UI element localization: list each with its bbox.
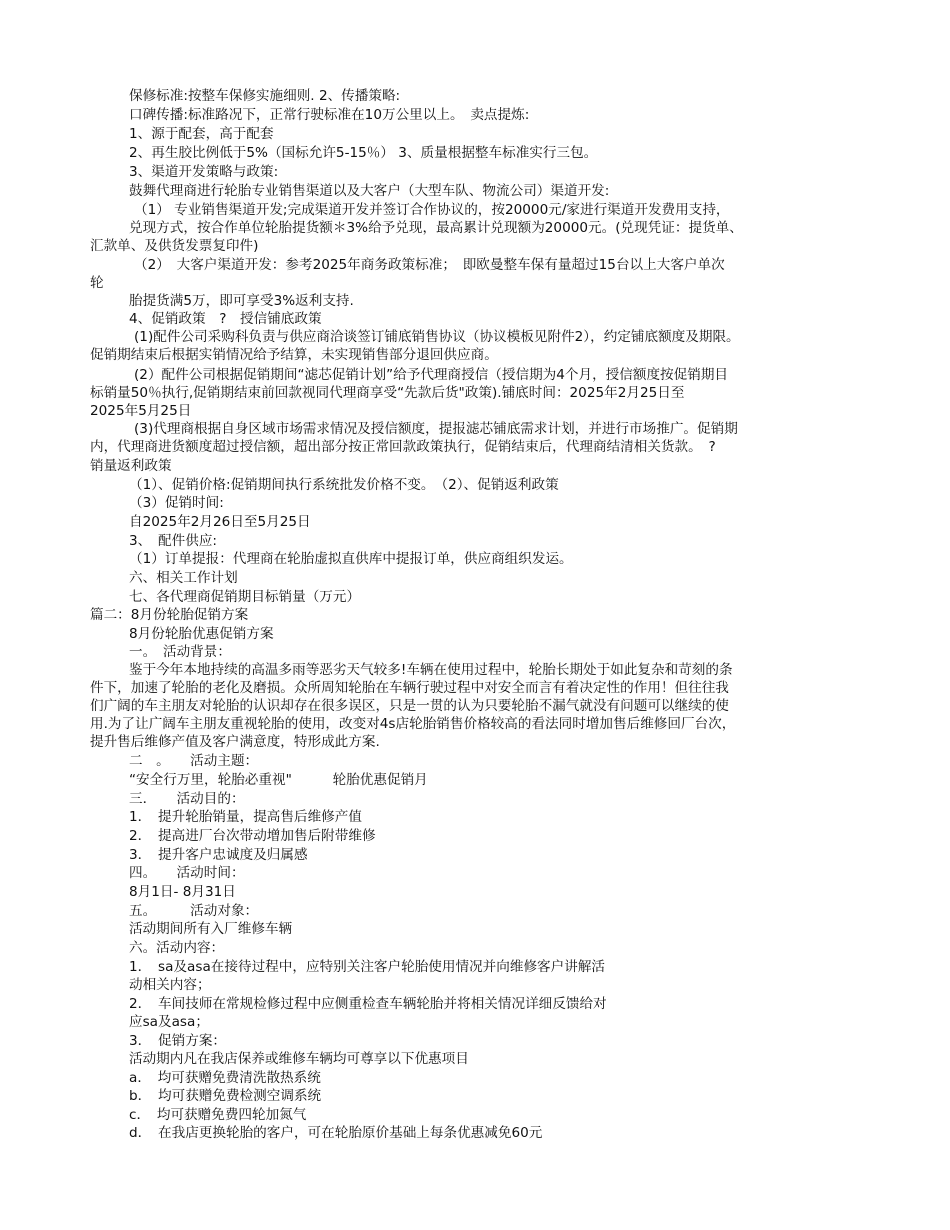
text-line: 1． 提升轮胎销量，提高售后维修产值 [129,809,362,825]
text-line: 动相关内容； [129,977,211,993]
text-line: 3． 促销方案： [129,1033,227,1049]
text-line: 2． 提高进厂台次带动增加售后附带维修 [129,828,376,844]
text-line: 3、渠道开发策略与政策: [129,164,279,180]
text-line: 保修标准:按整车保修实施细则. 2、传播策略: [129,88,401,104]
text-line: 应sa及asa； [129,1014,209,1030]
text-line: （1）订单提报：代理商在轮胎虚拟直供库中提报订单，供应商组织发运。 [129,551,573,567]
text-line: 8月份轮胎优惠促销方案 [129,626,274,642]
text-line: 二 。 活动主题： [129,753,259,769]
text-line: 七、各代理商促销期目标销量（万元） [129,589,361,605]
text-line: 1． sa及asa在接待过程中，应特别关注客户轮胎使用情况并向维修客户讲解活 [129,959,606,975]
text-line: （3）促销时间: [129,495,224,511]
text-line: 三． 活动目的： [129,791,245,807]
text-line: 2025年5月25日 [90,403,192,419]
text-line: （1） 专业销售渠道开发;完成渠道开发并签订合作协议的，按20000元/家进行渠道开发费用支持， [134,202,730,218]
text-line: 四。 活动时间： [129,865,245,881]
text-line: (3)代理商根据自身区域市场需求情况及授信额度，提报滤芯铺底需求计划，并进行市场推广。促销期 [134,421,738,437]
text-line: 兑现方式，按合作单位轮胎提货额＊3%给予兑现，最高累计兑现额为20000元。(兑现凭证：提货单、 [129,220,743,236]
text-line: 销量返利政策 [90,458,172,474]
text-line: 3． 提升客户忠诚度及归属感 [129,847,308,863]
text-line: (2）配件公司根据促销期间“滤芯促销计划”给予代理商授信（授信期为4个月，授信额度按促销期目 [134,367,729,383]
text-line: “安全行万里，轮胎必重视" 轮胎优惠促销月 [129,772,428,788]
text-line: 一。 活动背景： [129,644,231,660]
text-line: b． 均可获赠免费检测空调系统 [129,1088,322,1104]
text-line: 六、相关工作计划 [129,570,238,586]
text-line: （1）、促销价格:促销期间执行系统批发价格不变。 （2）、促销返利政策 [129,477,559,493]
text-line: 用.为了让广阔车主朋友重视轮胎的使用，改变对4s店轮胎销售价格较高的看法同时增加售后维修回厂台次， [90,716,736,732]
text-line: 们广阔的车主朋友对轮胎的认识却存在很多误区，只是一贯的认为只要轮胎不漏气就没有问题可以继续的使 [90,698,729,714]
text-line: (1)配件公司采购科负责与供应商洽谈签订铺底销售协议（协议模板见附件2），约定铺底额度及期限。 [134,329,740,345]
text-line: 1、源于配套，高于配套 [129,126,274,142]
text-line: 鉴于今年本地持续的高温多雨等恶劣天气较多!车辆在使用过程中，轮胎长期处于如此复杂和苛刻的条 [129,662,733,678]
text-line: 口碑传播:标准路况下，正常行驶标准在10万公里以上。 卖点提炼: [129,107,530,123]
text-line: d． 在我店更换轮胎的客户，可在轮胎原价基础上每条优惠减免60元 [129,1125,543,1141]
text-line: 2． 车间技师在常规检修过程中应侧重检查车辆轮胎并将相关情况详细反馈给对 [129,996,607,1012]
text-line: 4、促销政策 ? 授信铺底政策 [129,311,322,327]
text-line: 促销期结束后根据实销情况给予结算，未实现销售部分退回供应商。 [90,347,498,363]
text-line: 活动期间所有入厂维修车辆 [129,921,293,937]
text-line: 内，代理商进货额度超过授信额，超出部分按正常回款政策执行，促销结束后，代理商结清相关货款。 ? [90,439,716,455]
text-line: 标销量50％执行,促销期结束前回款视同代理商享受“先款后货"政策).铺底时间：2025年2月25日至 [90,385,685,401]
text-line: 提升售后维修产值及客户满意度，特形成此方案. [90,734,380,750]
text-line: 活动期内凡在我店保养或维修车辆均可尊享以下优惠项目 [129,1051,469,1067]
text-line: 8月1日- 8月31日 [129,884,236,900]
text-line: 2、再生胶比例低于5%（国标允许5-15％） 3、质量根据整车标准实行三包。 [129,145,598,161]
text-line: a． 均可获赠免费清洗散热系统 [129,1070,321,1086]
text-line: 五。 活动对象： [129,903,259,919]
text-line: 胎提货满5万，即可享受3%返利支持. [129,293,354,309]
text-line: 汇款单、及供货发票复印件) [90,238,259,254]
text-line: 3、 配件供应: [129,533,217,549]
section-heading: 篇二：8月份轮胎促销方案 [90,607,249,623]
text-line: （2） 大客户渠道开发：参考2025年商务政策标准； 即欧曼整车保有量超过15台以上大客户单次 [134,257,725,273]
text-line: c． 均可获赠免费四轮加氮气 [129,1107,307,1123]
text-line: 六。活动内容： [129,940,225,956]
text-line: 鼓舞代理商进行轮胎专业销售渠道以及大客户（大型车队、物流公司）渠道开发: [129,183,610,199]
text-line: 自2025年2月26日至5月25日 [129,514,311,530]
text-line: 轮 [90,275,104,291]
text-line: 件下，加速了轮胎的老化及磨损。众所周知轮胎在车辆行驶过程中对安全而言有着决定性的作用！但往往我 [90,680,729,696]
